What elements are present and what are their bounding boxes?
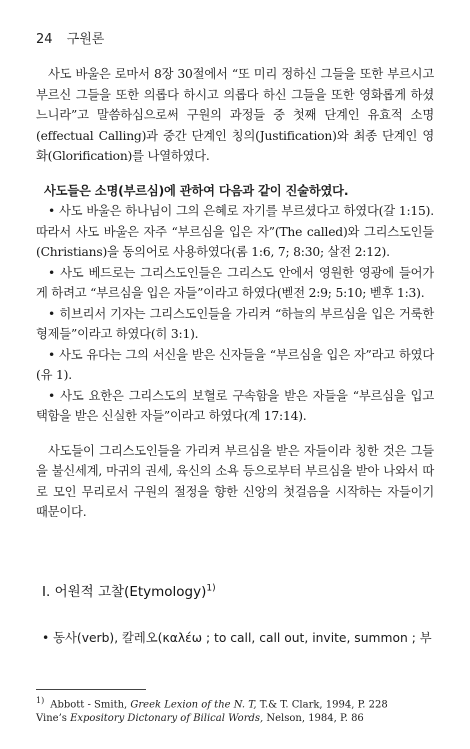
section-heading [42, 580, 216, 600]
footnotes [36, 694, 436, 726]
bullet-jude: • 사도 유다는 그의 서신을 받은 신자들을 “부르심을 입은 자”라고 하였다(유 1). [36, 347, 434, 382]
running-title: 구원론 [66, 32, 105, 47]
main-text [36, 64, 434, 523]
footnote-mark: 1) [36, 696, 45, 705]
section-heading-text: Ⅰ. 어원적 고찰(Etymology) [42, 584, 207, 600]
closing-paragraph: 사도들이 그리스도인들을 가리켜 부르심을 받은 자들이라 칭한 것은 그들을 불신세계, 마귀의 권세, 육신의 소욕 등으로부터 부르심을 받아 나와서 따로 모인 무리로서 구원의 절정을 향한 신앙의 첫걸음을 시작하는 자들이기 때문이다. [36, 443, 434, 519]
running-header [36, 28, 104, 47]
footnote-title: Expository Dictonary of Bilical Words, [70, 713, 264, 725]
footnote-author: Vine’s [36, 713, 71, 725]
footnote-divider [36, 689, 146, 690]
page-number: 24 [36, 32, 53, 47]
footnote-title: Greek Lexion of the N. T, [130, 699, 257, 711]
footnote-reference: 1) [206, 583, 216, 594]
footnote-publisher: Nelson, 1984, P. 86 [263, 713, 364, 725]
bullet-john: • 사도 요한은 그리스도의 보혈로 구속함을 받은 자들을 “부르심을 입고 택함을 받은 신실한 자들”이라고 하였다(계 17:14). [36, 388, 434, 423]
bullet-peter: • 사도 베드로는 그리스도인들은 그리스도 안에서 영원한 영광에 들어가게 하려고 “부르심을 입은 자들”이라고 하였다(벧전 2:9; 5:10; 벧후 1:3). [36, 265, 434, 300]
bullet-hebrews: • 히브리서 기자는 그리스도인들을 가리켜 “하늘의 부르심을 입은 거룩한 형제들”이라고 하였다(히 3:1). [36, 306, 434, 341]
intro-paragraph: 사도 바울은 로마서 8장 30절에서 “또 미리 정하신 그들을 또한 부르시고 부르신 그들을 또한 의롭다 하시고 의롭다 하신 그들을 또한 영화롭게 하셨느니라”고 말씀하심으로써 구원의 과정들 중 첫째 단계인 유효적 소명(effectual Calling)과 중간 단계인 칭의(Justification)와 최종 단계인 영화(Glorification)를 나열하였다. [36, 67, 434, 163]
footnote-publisher: T.& T. Clark, 1994, P. 228 [256, 699, 388, 711]
footnote-1-cont [36, 712, 436, 726]
bullet-paul: • 사도 바울은 하나님이 그의 은혜로 자기를 부르셨다고 하였다(갈 1:15). 따라서 사도 바울은 자주 “부르심을 입은 자”(The called)와 그리스도인들(Christians)을 동의어로 사용하였다(롬 1:6, 7; 8:30; 살전 2:12). [36, 204, 434, 259]
lead-sentence: 사도들은 소명(부르심)에 관하여 다음과 같이 진술하였다. [44, 183, 349, 198]
footnote-author: Abbott - Smith, [50, 699, 131, 711]
etymology-line: • 동사(verb), 칼레오(καλέω ; to call, call out, invite, summon ; 부 [42, 631, 432, 645]
footnote-1 [36, 694, 436, 712]
